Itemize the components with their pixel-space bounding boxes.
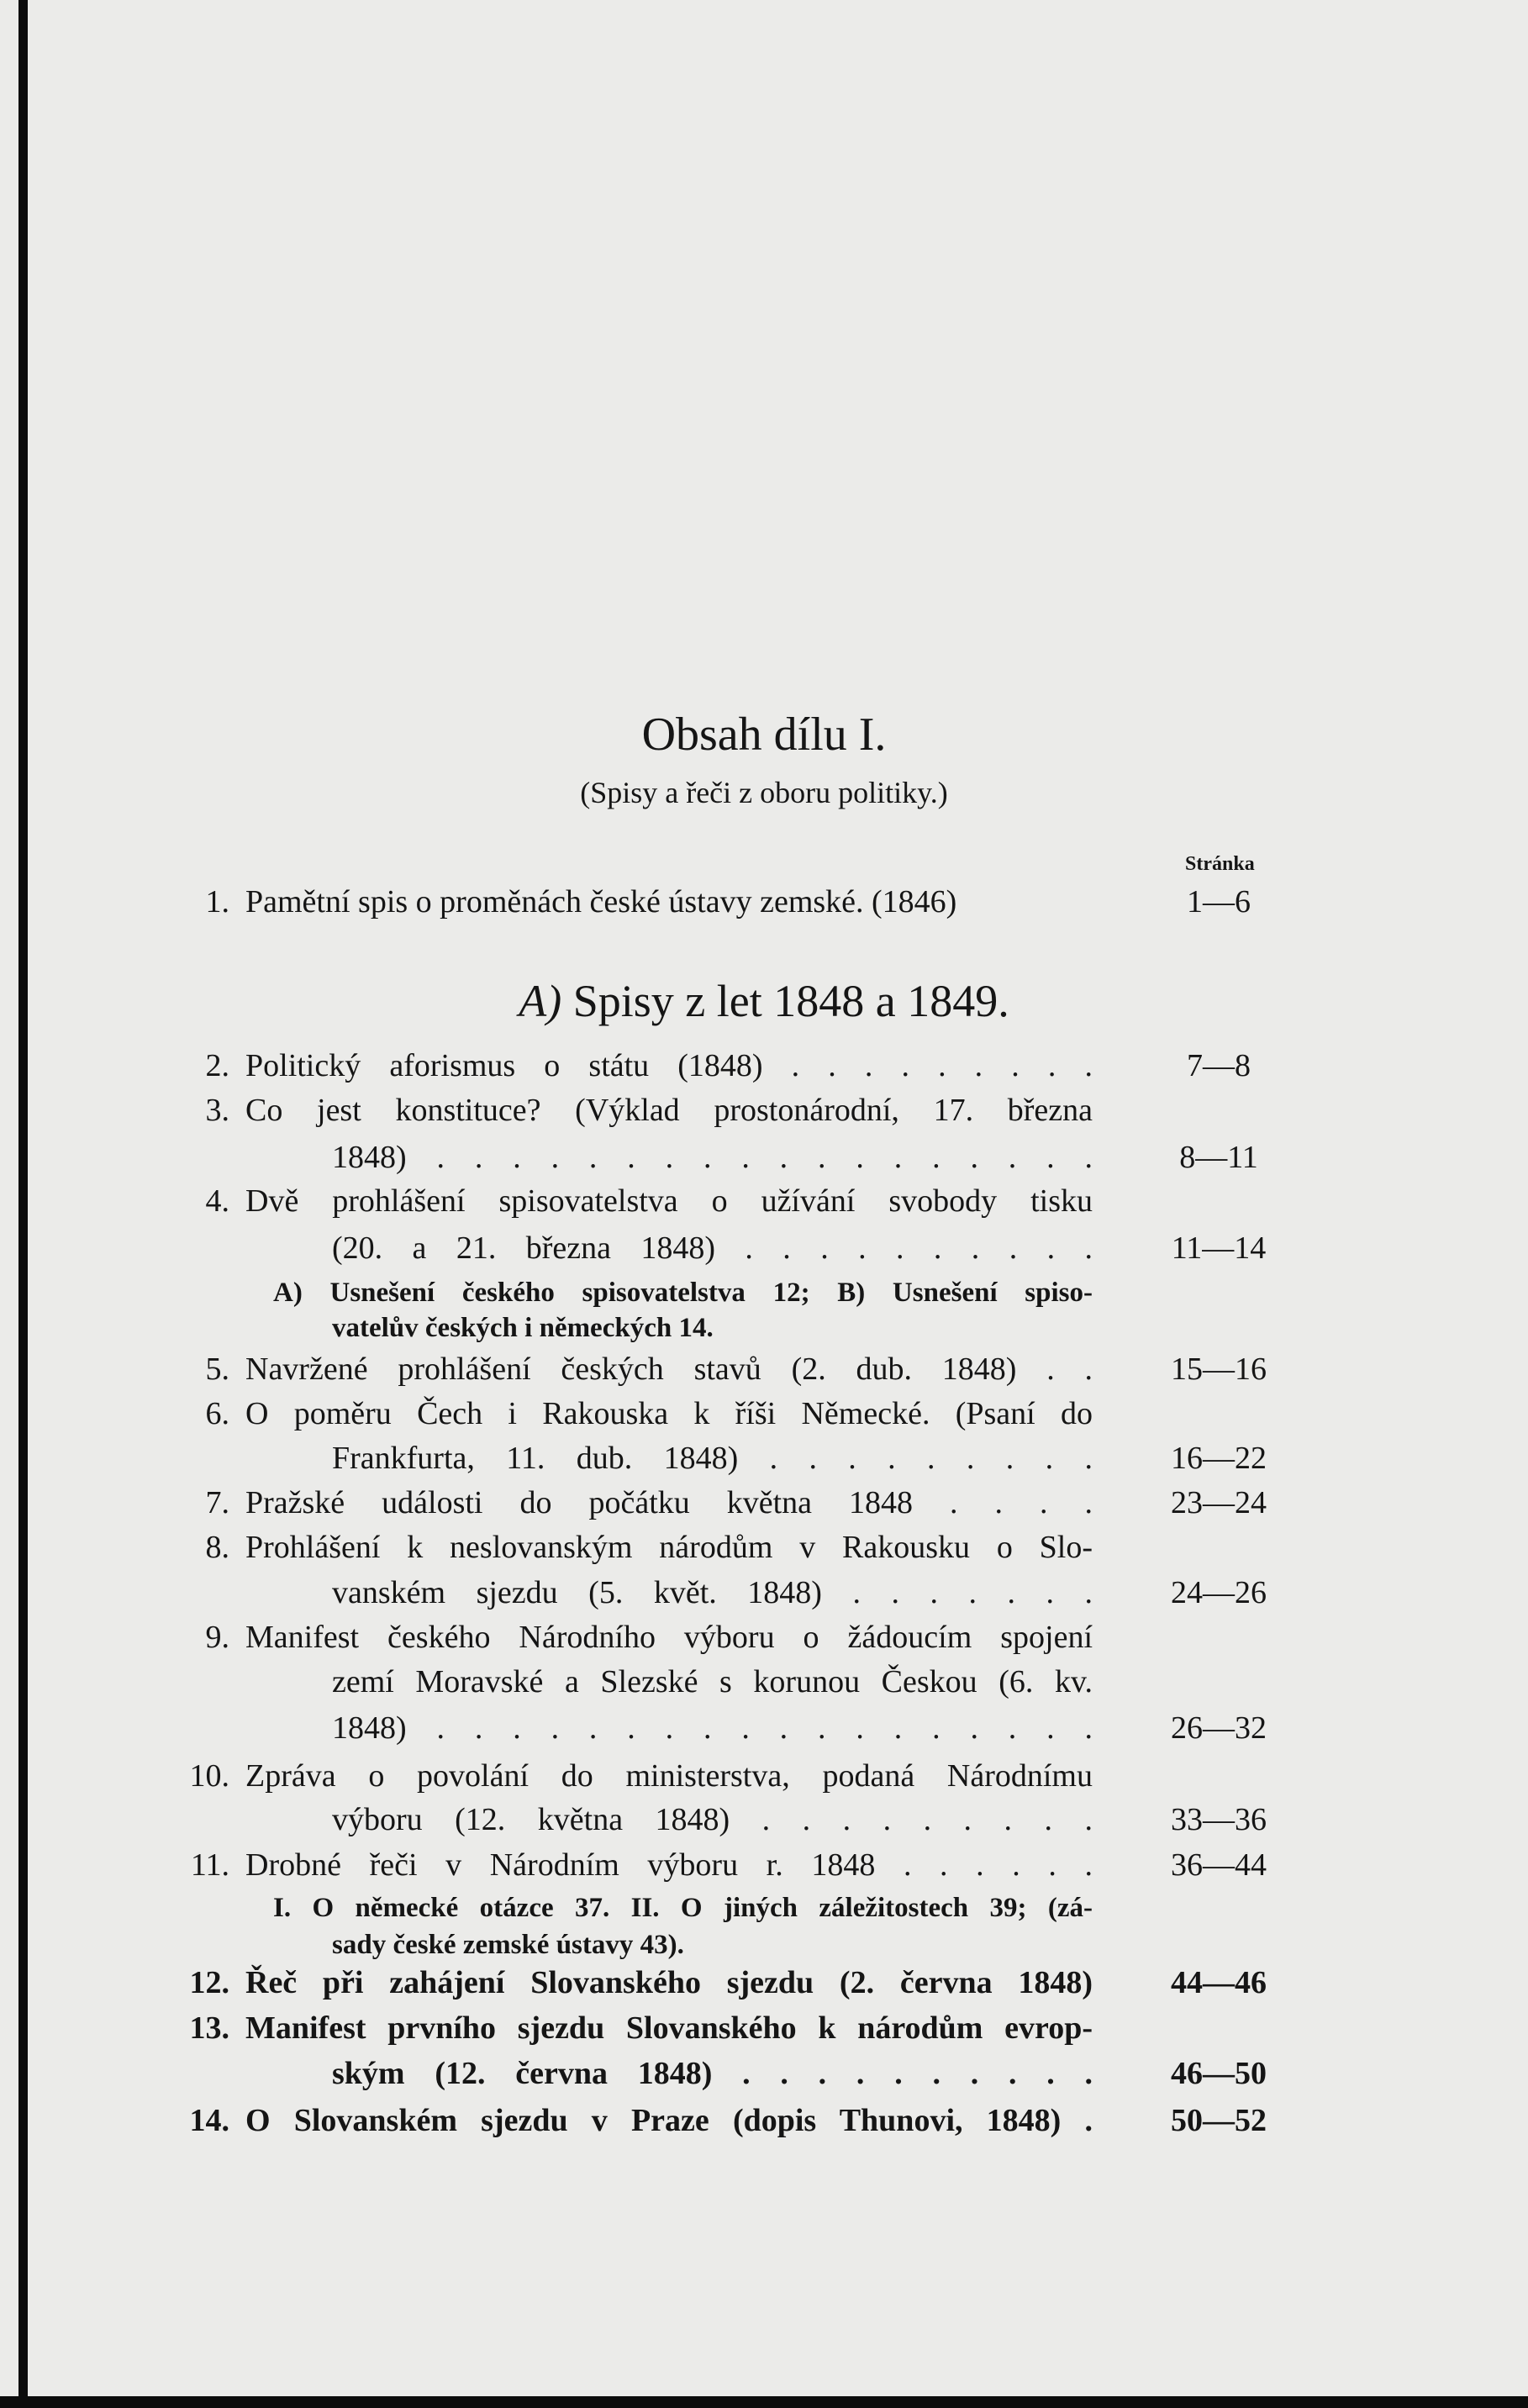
entry-pages: 24—26 [1171, 1575, 1267, 1610]
entry-title-cont: 1848) . . . . . . . . . . . . . . . . . . [332, 1710, 1093, 1746]
entry-title: Řeč při zahájení Slovanského sjezdu (2. června 1848) [245, 1965, 1093, 2000]
section-heading [0, 975, 1528, 1027]
entry-title: Pamětní spis o proměnách české ústavy zemské. (1846) [245, 884, 957, 919]
entry-title: Pražské události do počátku května 1848 . . . . [245, 1485, 1093, 1520]
entry-pages: 50—52 [1171, 2103, 1267, 2138]
entry-title: Co jest konstituce? (Výklad prostonárodní, 17. března [245, 1093, 1093, 1128]
toc-entry-9-cont-2 [0, 1705, 1528, 1751]
toc-entry-3[interactable] [0, 1088, 1528, 1133]
toc-entry-4[interactable] [0, 1178, 1528, 1224]
entry-title-cont: ským (12. června 1848) . . . . . . . . . . [332, 2056, 1093, 2091]
entry-title-cont: Frankfurta, 11. dub. 1848) . . . . . . . . . [332, 1441, 1093, 1476]
toc-entry-13-cont [0, 2051, 1528, 2096]
toc-entry-7[interactable] [0, 1480, 1528, 1525]
entry-title: Navržené prohlášení českých stavů (2. dub. 1848) . . [245, 1352, 1093, 1387]
toc-entry-12[interactable] [0, 1960, 1528, 2005]
entry-pages: 33—36 [1171, 1802, 1267, 1837]
page-title: Obsah dílu I. [641, 709, 887, 761]
entry-number: 11. [190, 1847, 229, 1883]
page-bottom-shadow [0, 2396, 1528, 2408]
entry-pages: 1—6 [1187, 884, 1251, 919]
entry-number: 8. [205, 1530, 229, 1565]
entry-number: 2. [205, 1048, 229, 1083]
entry-title: Zpráva o povolání do ministerstva, podaná Národnímu [245, 1758, 1093, 1794]
entry-title-cont: zemí Moravské a Slezské s korunou Českou (6. kv. [332, 1664, 1093, 1699]
entry-sub-text: I. O německé otázce 37. II. O jiných záležitostech 39; (zá- [273, 1893, 1093, 1923]
toc-entry-3-cont [0, 1135, 1528, 1180]
entry-number: 6. [205, 1396, 229, 1431]
entry-pages: 44—46 [1171, 1965, 1267, 2000]
entry-number: 4. [205, 1183, 229, 1219]
entry-title: O poměru Čech i Rakouska k říši Německé. (Psaní do [245, 1396, 1093, 1431]
entry-pages: 26—32 [1171, 1710, 1267, 1746]
entry-number: 10. [189, 1758, 229, 1794]
page-column-header: Stránka [1185, 853, 1255, 875]
entry-pages: 15—16 [1171, 1352, 1267, 1387]
entry-number: 9. [205, 1620, 229, 1655]
entry-number: 13. [189, 2010, 229, 2046]
toc-entry-11[interactable] [0, 1842, 1528, 1888]
entry-pages: 23—24 [1171, 1485, 1267, 1520]
toc-entry-8[interactable] [0, 1525, 1528, 1570]
entry-title: Manifest českého Národního výboru o žádoucím spojení [245, 1620, 1093, 1655]
section-prefix: A) [519, 976, 562, 1026]
entry-number: 14. [189, 2103, 229, 2138]
entry-number: 5. [205, 1352, 229, 1387]
toc-entry-14[interactable] [0, 2098, 1528, 2143]
entry-sub-text: A) Usnešení českého spisovatelstva 12; B) Usnešení spiso- [273, 1278, 1093, 1308]
entry-title: Politický aforismus o státu (1848) . . . . . . . . . [245, 1048, 1093, 1083]
toc-entry-6[interactable] [0, 1391, 1528, 1436]
entry-title-cont: 1848) . . . . . . . . . . . . . . . . . . [332, 1140, 1093, 1175]
toc-entry-10-cont [0, 1797, 1528, 1842]
section-text: Spisy z let 1848 a 1849. [572, 976, 1009, 1026]
entry-title: Prohlášení k neslovanským národům v Rakousku o Slo- [245, 1530, 1093, 1565]
entry-number: 12. [189, 1965, 229, 2000]
entry-title: Dvě prohlášení spisovatelstva o užívání svobody tisku [245, 1183, 1093, 1219]
toc-entry-6-cont [0, 1436, 1528, 1481]
entry-title: Drobné řeči v Národním výboru r. 1848 . . . . . . [245, 1847, 1093, 1883]
entry-title-cont: (20. a 21. března 1848) . . . . . . . . . . [332, 1230, 1093, 1266]
entry-number: 3. [205, 1093, 229, 1128]
entry-title: O Slovanském sjezdu v Praze (dopis Thunovi, 1848) . [245, 2103, 1093, 2138]
toc-entry-8-cont [0, 1570, 1528, 1615]
entry-pages: 16—22 [1171, 1441, 1267, 1476]
entry-sub-text: sady české zemské ústavy 43). [332, 1930, 684, 1960]
toc-entry-9-cont [0, 1659, 1528, 1705]
entry-pages: 7—8 [1187, 1048, 1251, 1083]
entry-number: 1. [205, 884, 229, 919]
entry-sub-text: vatelův českých i německých 14. [332, 1313, 714, 1343]
entry-title-cont: vanském sjezdu (5. květ. 1848) . . . . . . . [332, 1575, 1093, 1610]
toc-entry-1[interactable] [0, 879, 1528, 925]
page-subtitle: (Spisy a řeči z oboru politiky.) [580, 776, 948, 809]
entry-number: 7. [205, 1485, 229, 1520]
entry-4-sub-2 [0, 1306, 1528, 1350]
entry-pages: 46—50 [1171, 2056, 1267, 2091]
entry-title: Manifest prvního sjezdu Slovanského k národům evrop- [245, 2010, 1093, 2046]
entry-title-cont: výboru (12. května 1848) . . . . . . . . . [332, 1802, 1093, 1837]
toc-entry-5[interactable] [0, 1346, 1528, 1392]
toc-entry-10[interactable] [0, 1753, 1528, 1799]
toc-entry-9[interactable] [0, 1615, 1528, 1660]
toc-entry-13[interactable] [0, 2005, 1528, 2051]
entry-pages: 11—14 [1171, 1230, 1267, 1266]
toc-entry-4-cont [0, 1225, 1528, 1271]
entry-pages: 36—44 [1171, 1847, 1267, 1883]
entry-pages: 8—11 [1179, 1140, 1258, 1175]
toc-entry-2[interactable] [0, 1043, 1528, 1088]
